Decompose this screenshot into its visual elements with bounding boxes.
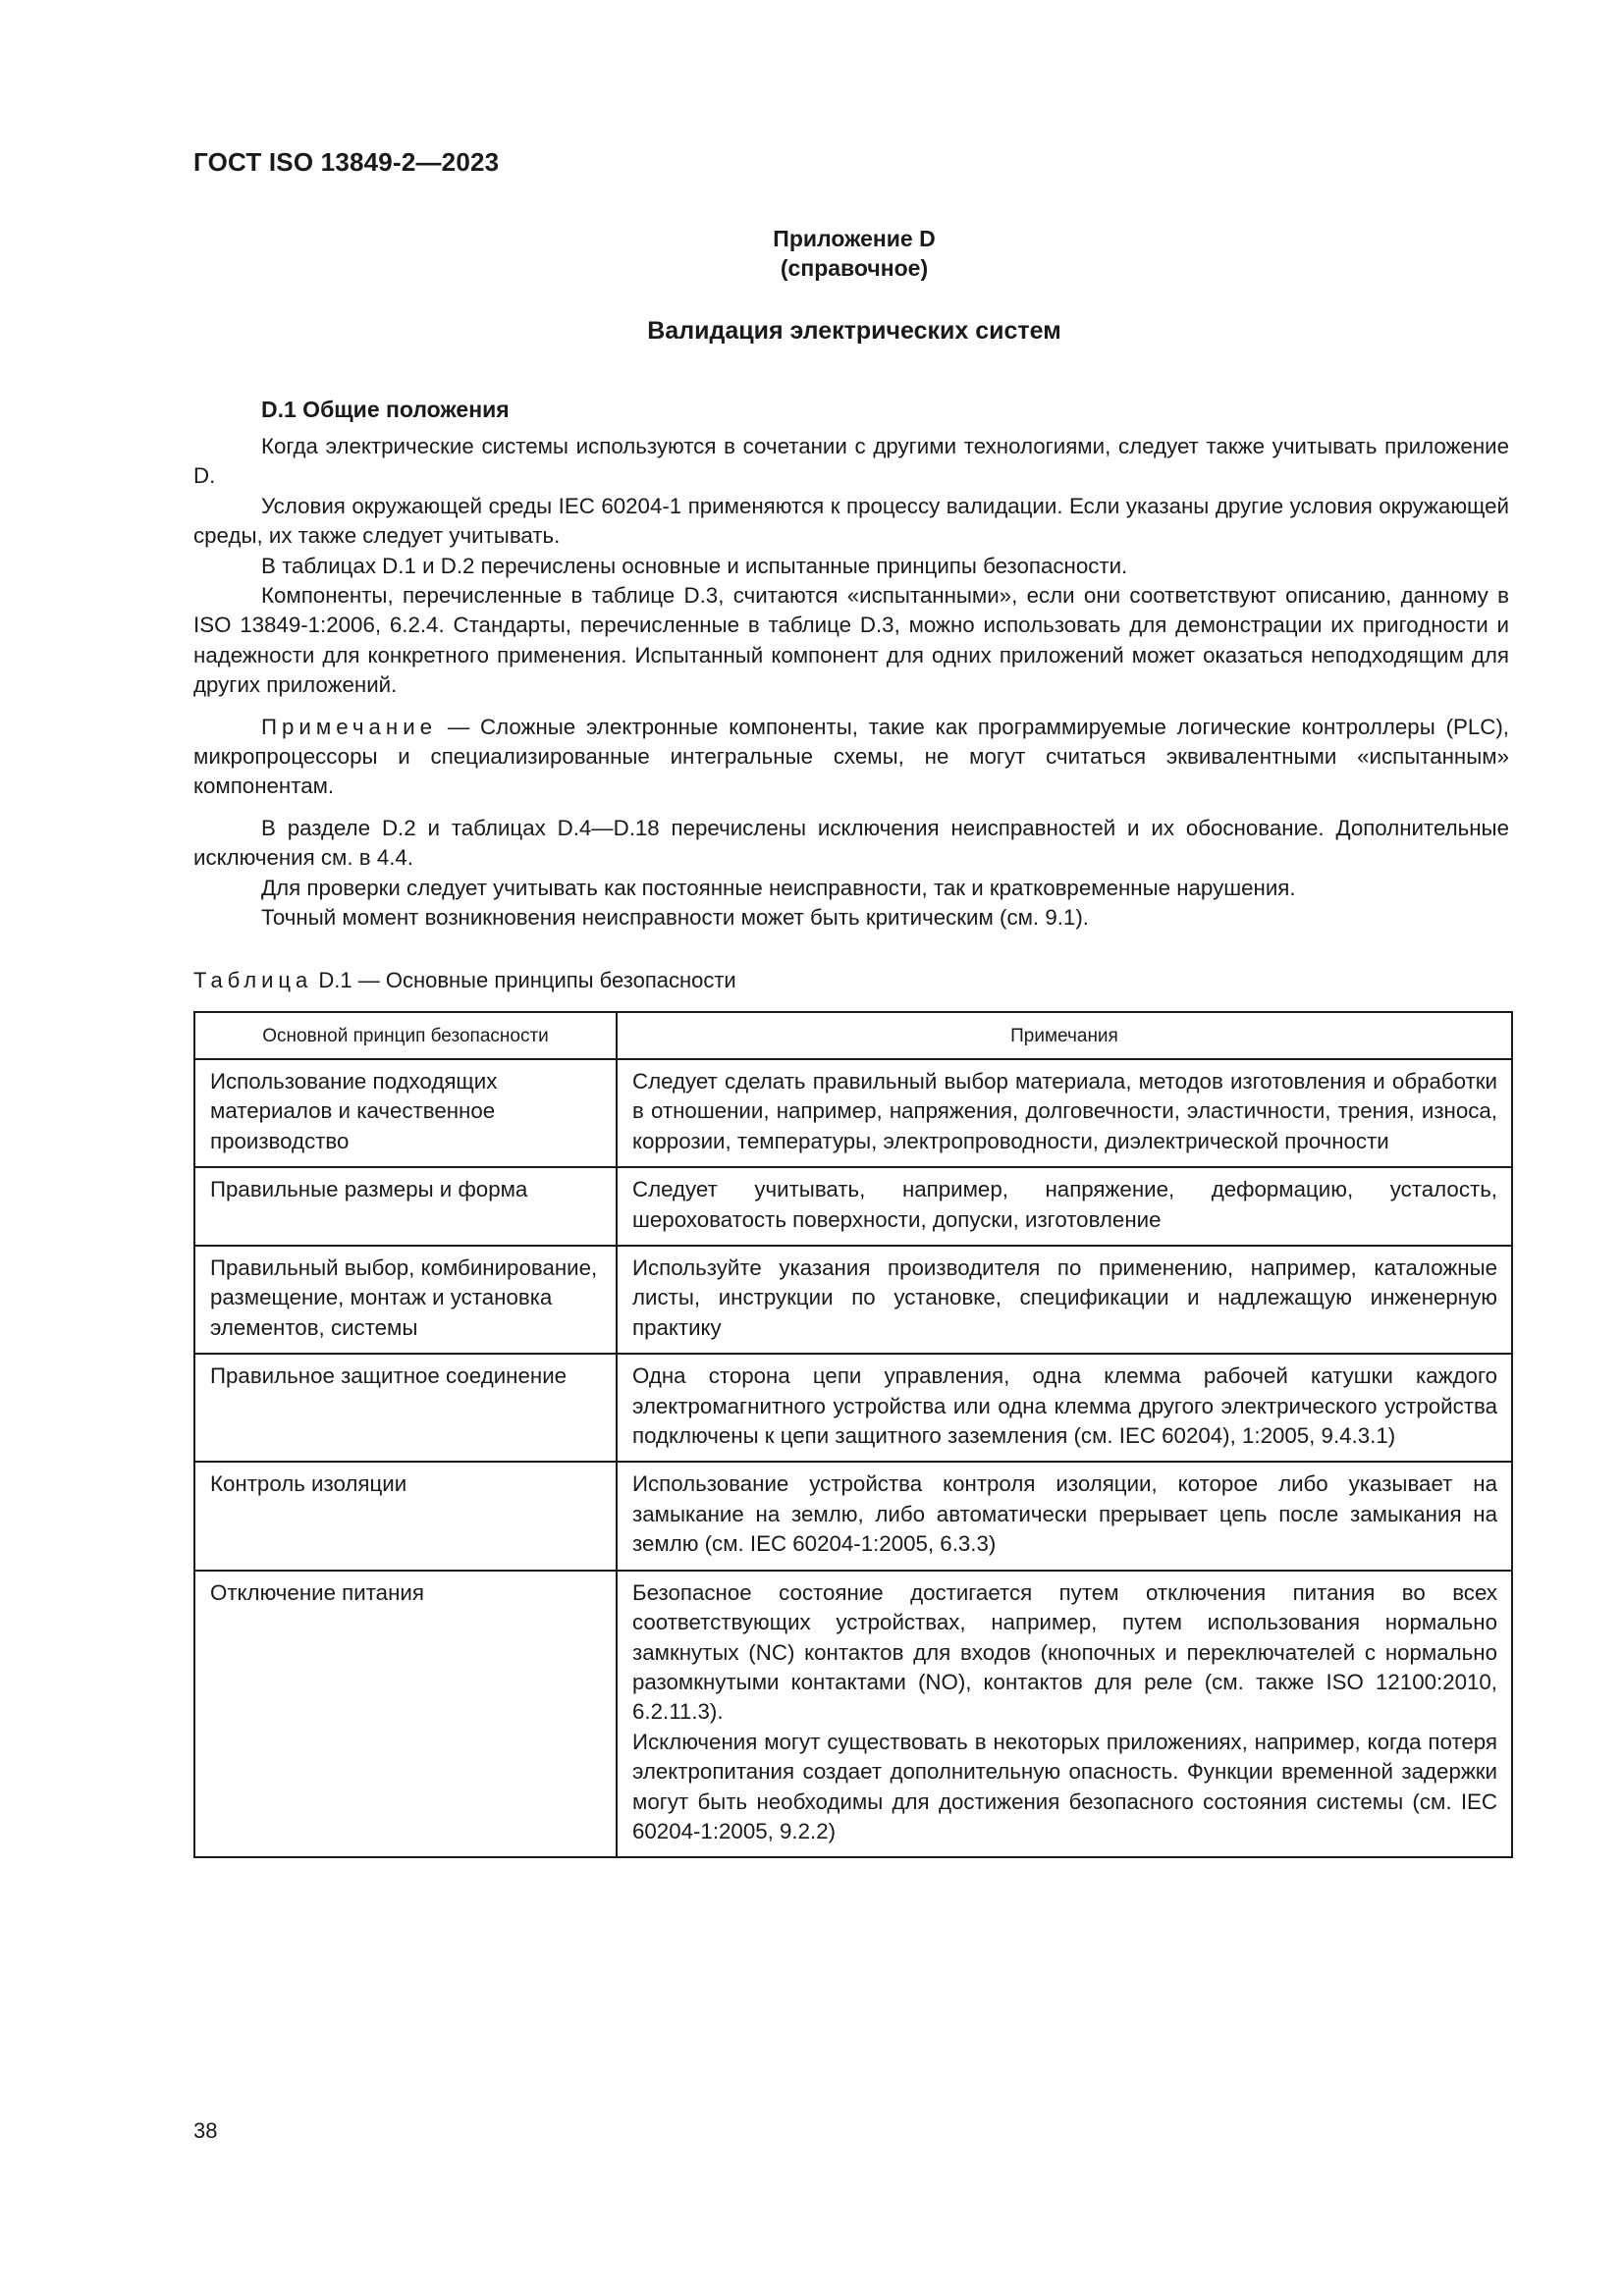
table-row [194,1246,1512,1354]
notes-cell [617,1246,1512,1354]
principle-cell: Правильное защитное соединение [194,1354,617,1462]
column-header: Основной принцип безопасности [194,1012,617,1059]
notes-cell [617,1354,1512,1462]
table-row [194,1354,1512,1462]
annex-subtitle: (справочное) [780,255,929,281]
notes-cell [617,1167,1512,1246]
annex-heading: Валидация электрических систем [647,317,1061,345]
body-text [193,432,1509,934]
principle-cell: Использование подходящих материалов и качественное производство [194,1059,617,1167]
table-row [194,1167,1512,1246]
notes-text: Одна сторона цепи управления, одна клемма рабочей катушки каждого электромагнитного устройства или одна клемма другого электрического устройства подключены к цепи защитного заземления (см. IEC 60204), 1:2005, 9.4.3.1) [632,1363,1497,1449]
table-caption-text: D.1 — Основные принципы безопасности [312,968,736,992]
note-text: — Сложные электронные компоненты, такие как программируемые логические контроллеры (PLC), микропроцессоры и специализированные интегральные схемы, не могут считаться эквивалентными «испытанным» компонентам. [193,714,1509,799]
table-header-row [194,1012,1512,1059]
note-label: Примечание [261,714,438,739]
paragraph: Для проверки следует учитывать как постоянные неисправности, так и кратковременные нарушения. [261,875,1296,900]
principle-cell: Отключение питания [194,1571,617,1858]
notes-text: Следует учитывать, например, напряжение, деформацию, усталость, шероховатость поверхности, допуски, изготовление [632,1177,1497,1232]
document-header: ГОСТ ISO 13849-2—2023 [193,147,500,177]
table-caption-label: Таблица [193,968,313,992]
principle-cell: Правильный выбор, комбинирование, размещение, монтаж и установка элементов, системы [194,1246,617,1354]
paragraph: Компоненты, перечисленные в таблице D.3, считаются «испытанными», если они соответствуют описанию, данному в ISO 13849-1:2006, 6.2.4. Стандарты, перечисленные в таблице D.3, можно использовать для демонстрации их пригодности и надежности для конкретного применения. Испытанный компонент для одних приложений может оказаться неподходящим для других приложений. [193,583,1509,698]
principle-cell: Контроль изоляции [194,1462,617,1570]
paragraph: В таблицах D.1 и D.2 перечислены основные и испытанные принципы безопасности. [261,553,1128,578]
table-row [194,1571,1512,1858]
column-header: Примечания [617,1012,1512,1059]
note-paragraph [193,713,1509,802]
table-row [194,1462,1512,1570]
notes-cell [617,1059,1512,1167]
paragraph: Точный момент возникновения неисправности может быть критическим (см. 9.1). [261,905,1089,931]
paragraph: Условия окружающей среды IEC 60204-1 применяются к процессу валидации. Если указаны другие условия окружающей среды, их также следует учитывать. [193,493,1509,549]
notes-text: Исключения могут существовать в некоторых приложениях, например, когда потеря электропитания создает дополнительную опасность. Функции временной задержки могут быть необходимы для достижения безопасного состояния системы (см. IEC 60204-1:2005, 9.2.2) [632,1729,1497,1843]
notes-text: Используйте указания производителя по применению, например, каталожные листы, инструкции по установке, спецификации и надлежащую инженерную практику [632,1255,1497,1340]
principle-cell: Правильные размеры и форма [194,1167,617,1246]
paragraph: Когда электрические системы используются в сочетании с другими технологиями, следует также учитывать приложение D. [193,434,1509,489]
section-title: D.1 Общие положения [261,397,510,422]
page-number: 38 [193,2118,218,2143]
annex-title: Приложение D [773,226,936,251]
paragraph: В разделе D.2 и таблицах D.4—D.18 перечислены исключения неисправностей и их обоснование. Дополнительные исключения см. в 4.4. [193,815,1509,871]
safety-principles-table [193,1011,1513,1858]
notes-text: Безопасное состояние достигается путем отключения питания во всех соответствующих устройствах, например, путем использования нормально замкнутых (NC) контактов для входов (кнопочных и переключателей с нормально разомкнутыми контактами (NO), контактов для реле (см. также ISO 12100:2010, 6.2.11.3). [632,1579,1497,1725]
notes-text: Использование устройства контроля изоляции, которое либо указывает на замыкание на землю, либо автоматически прерывает цепь после замыкания на землю (см. IEC 60204-1:2005, 6.3.3) [632,1471,1497,1557]
table-caption [193,968,736,993]
table-row [194,1059,1512,1167]
notes-cell [617,1571,1512,1858]
notes-cell [617,1462,1512,1570]
notes-text: Следует сделать правильный выбор материала, методов изготовления и обработки в отношении, например, напряжения, долговечности, эластичности, трения, износа, коррозии, температуры, электропроводности, диэлектрической прочности [632,1069,1497,1153]
